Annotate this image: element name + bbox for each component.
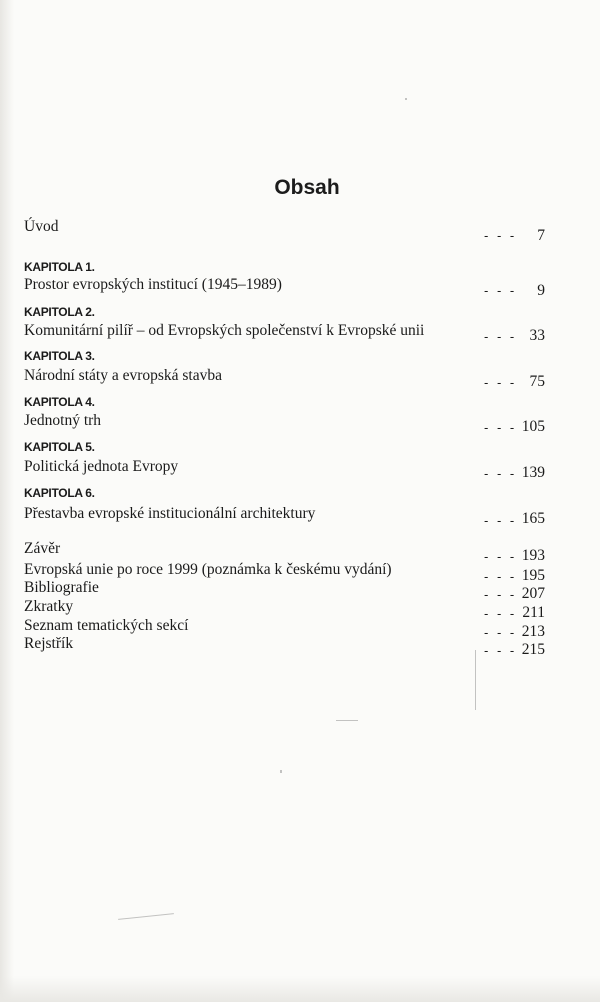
page-bottom-shadow [0, 976, 600, 1002]
toc-page-number: 105 [521, 418, 545, 435]
toc-leader: - - - [484, 549, 517, 564]
toc-entry-intro: Úvod [24, 218, 59, 235]
toc-page-number: 207 [521, 585, 545, 602]
toc-leader: - - - [484, 420, 517, 435]
chapter-label-5: KAPITOLA 5. [24, 440, 95, 454]
toc-page-number: 139 [521, 464, 545, 481]
toc-entry-chapter-3: Národní státy a evropská stavba [24, 367, 222, 384]
toc-leader: - - - [484, 329, 517, 344]
toc-leader: - - - [484, 466, 517, 481]
toc-leader: - - - [484, 228, 517, 243]
toc-leader: - - - [484, 283, 517, 298]
toc-entry-chapter-1: Prostor evropských institucí (1945–1989) [24, 276, 282, 293]
toc-page-number: 213 [521, 623, 545, 640]
toc-entry-bibliography: Bibliografie [24, 579, 99, 596]
toc-page-number: 75 [529, 373, 545, 390]
toc-entry-chapter-4: Jednotný trh [24, 412, 102, 429]
scan-speck [405, 98, 407, 100]
toc-entry-conclusion: Závěr [24, 540, 61, 557]
scan-scratch [475, 650, 476, 710]
toc-entry-chapter-5: Politická jednota Evropy [24, 458, 179, 475]
toc-entry-index: Rejstřík [24, 635, 74, 652]
toc-entry-chapter-6: Přestavba evropské institucionální architektury [24, 505, 316, 522]
toc-leader: - - - [484, 513, 517, 528]
scan-speck [280, 770, 282, 773]
scan-scratch [118, 913, 174, 920]
toc-page-number: 165 [521, 510, 545, 527]
toc-entry-abbreviations: Zkratky [24, 598, 74, 615]
toc-entry-eu-after-1999: Evropská unie po roce 1999 (poznámka k českému vydání) [24, 561, 392, 578]
page-left-shadow [0, 0, 14, 1002]
toc-page-number: 193 [521, 547, 545, 564]
toc-page-number: 215 [521, 641, 545, 658]
toc-leader: - - - [484, 587, 517, 602]
toc-entry-chapter-2: Komunitární pilíř – od Evropských společenství k Evropské unii [24, 322, 425, 339]
toc-entry-thematic-sections: Seznam tematických sekcí [24, 617, 189, 634]
toc-leader: - - - [484, 643, 517, 658]
toc-leader: - - - [484, 625, 517, 640]
chapter-label-1: KAPITOLA 1. [24, 260, 95, 274]
chapter-label-6: KAPITOLA 6. [24, 486, 95, 500]
toc-leader: - - - [484, 375, 517, 390]
scan-scratch [336, 720, 358, 721]
toc-leader: - - - [484, 569, 517, 584]
toc-page-number: 9 [537, 282, 545, 299]
toc-page-number: 195 [521, 567, 545, 584]
chapter-label-3: KAPITOLA 3. [24, 349, 95, 363]
toc-leader: - - - [484, 606, 517, 621]
toc-page-number: 7 [537, 227, 545, 244]
page-title: Obsah [274, 176, 340, 199]
chapter-label-4: KAPITOLA 4. [24, 395, 95, 409]
toc-page-number: 33 [529, 327, 545, 344]
toc-page-number: 211 [522, 604, 545, 621]
chapter-label-2: KAPITOLA 2. [24, 305, 95, 319]
